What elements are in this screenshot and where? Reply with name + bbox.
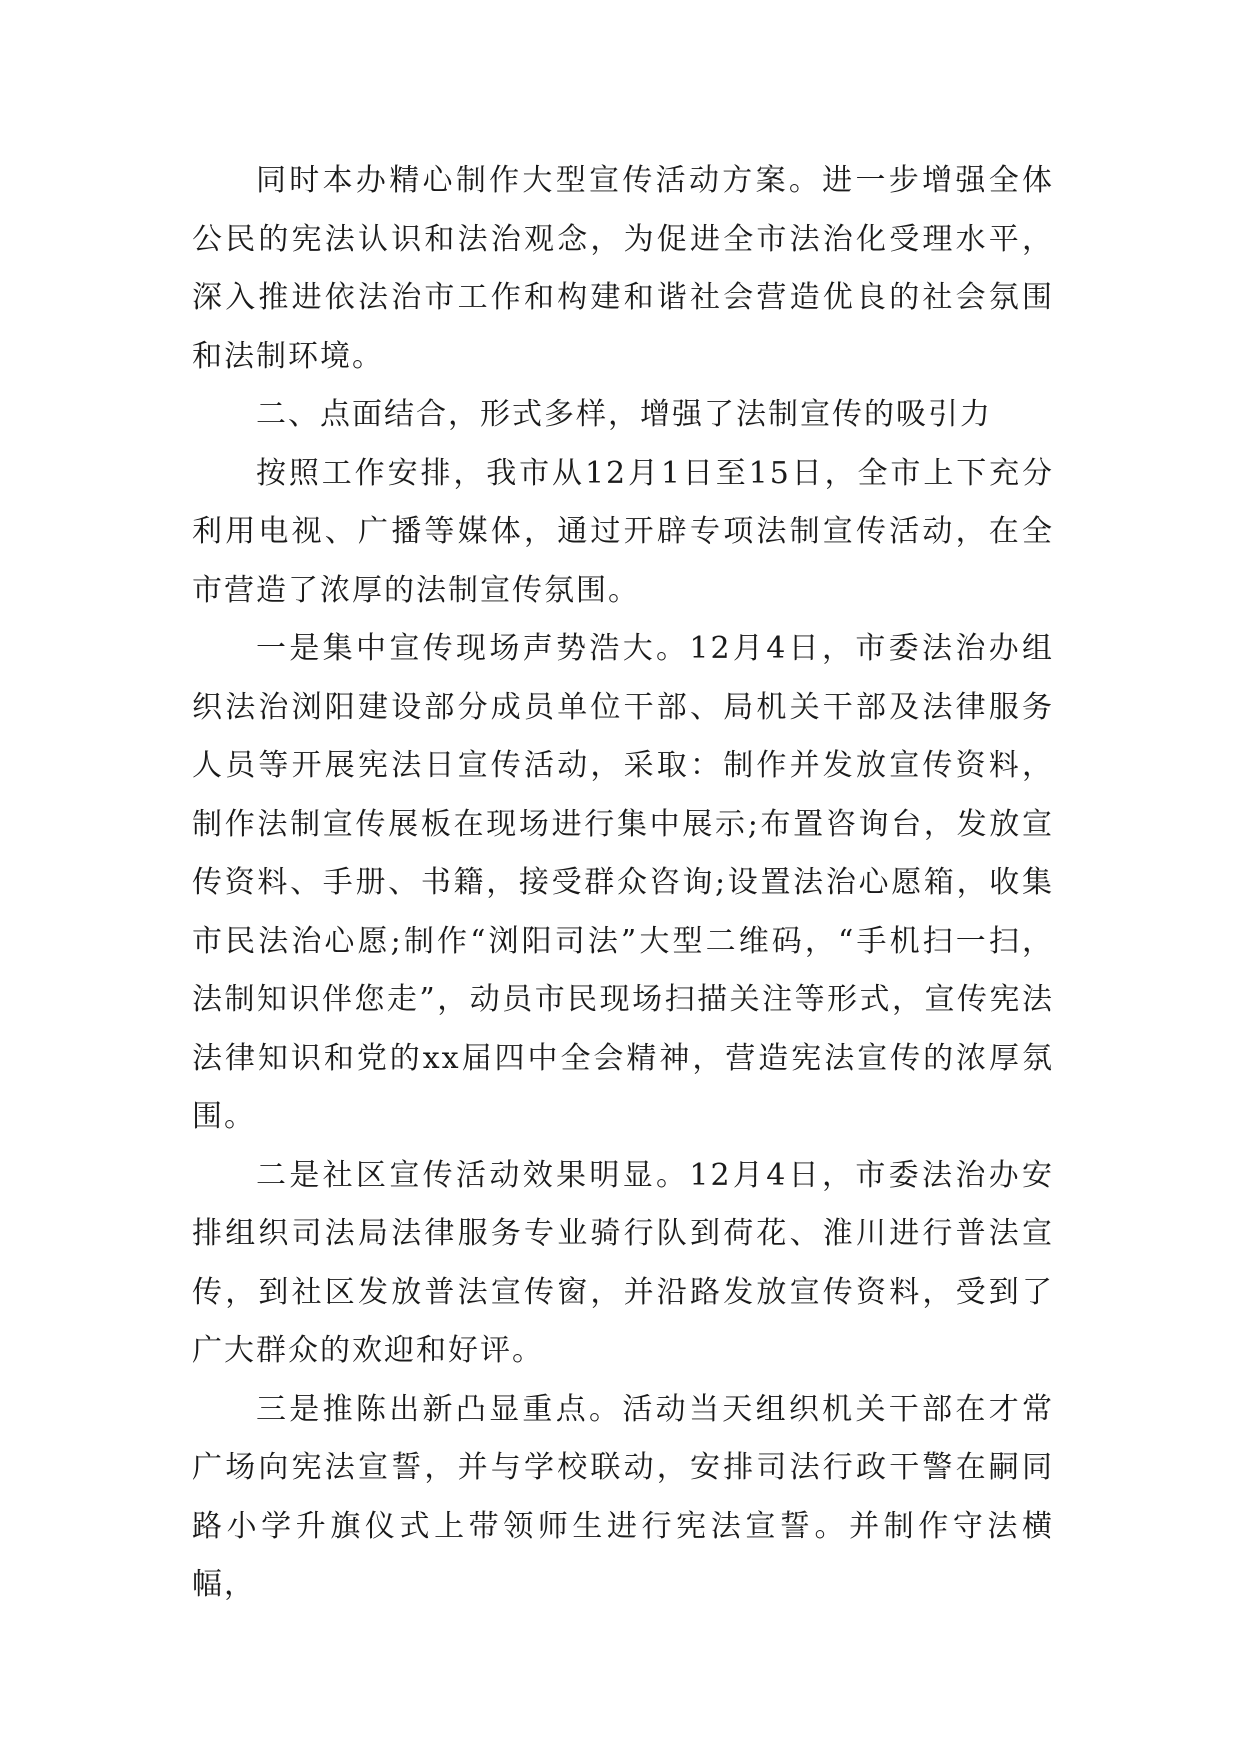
paragraph-5: 二是社区宣传活动效果明显。12月4日，市委法治办安排组织司法局法律服务专业骑行队到荷花、淮川进行普法宣传，到社区发放普法宣传窗，并沿路发放宣传资料，受到了广大群众的欢迎和好评。 [192, 1157, 1054, 1368]
section-heading-2: 二、点面结合，形式多样，增强了法制宣传的吸引力 [256, 397, 992, 432]
paragraph-3: 按照工作安排，我市从12月1日至15日，全市上下充分利用电视、广播等媒体，通过开辟专项法制宣传活动，在全市营造了浓厚的法制宣传氛围。 [192, 455, 1054, 608]
paragraph-4: 一是集中宣传现场声势浩大。12月4日，市委法治办组织法治浏阳建设部分成员单位干部、局机关干部及法律服务人员等开展宪法日宣传活动，采取：制作并发放宣传资料，制作法制宣传展板在现场进行集中展示;布置咨询台，发放宣传资料、手册、书籍，接受群众咨询;设置法治心愿箱，收集市民法治心愿;制作“浏阳司法”大型二维码，“手机扫一扫，法制知识伴您走”，动员市民现场扫描关注等形式，宣传宪法法律知识和党的xx届四中全会精神，营造宪法宣传的浓厚氛围。 [192, 631, 1054, 1134]
paragraph-6: 三是推陈出新凸显重点。活动当天组织机关干部在才常广场向宪法宣誓，并与学校联动，安排司法行政干警在嗣同路小学升旗仪式上带领师生进行宪法宣誓。并制作守法横幅， [192, 1391, 1054, 1602]
document-body [192, 152, 1054, 1615]
paragraph-1: 同时本办精心制作大型宣传活动方案。进一步增强全体公民的宪法认识和法治观念，为促进全市法治化受理水平，深入推进依法治市工作和构建和谐社会营造优良的社会氛围和法制环境。 [192, 163, 1054, 374]
